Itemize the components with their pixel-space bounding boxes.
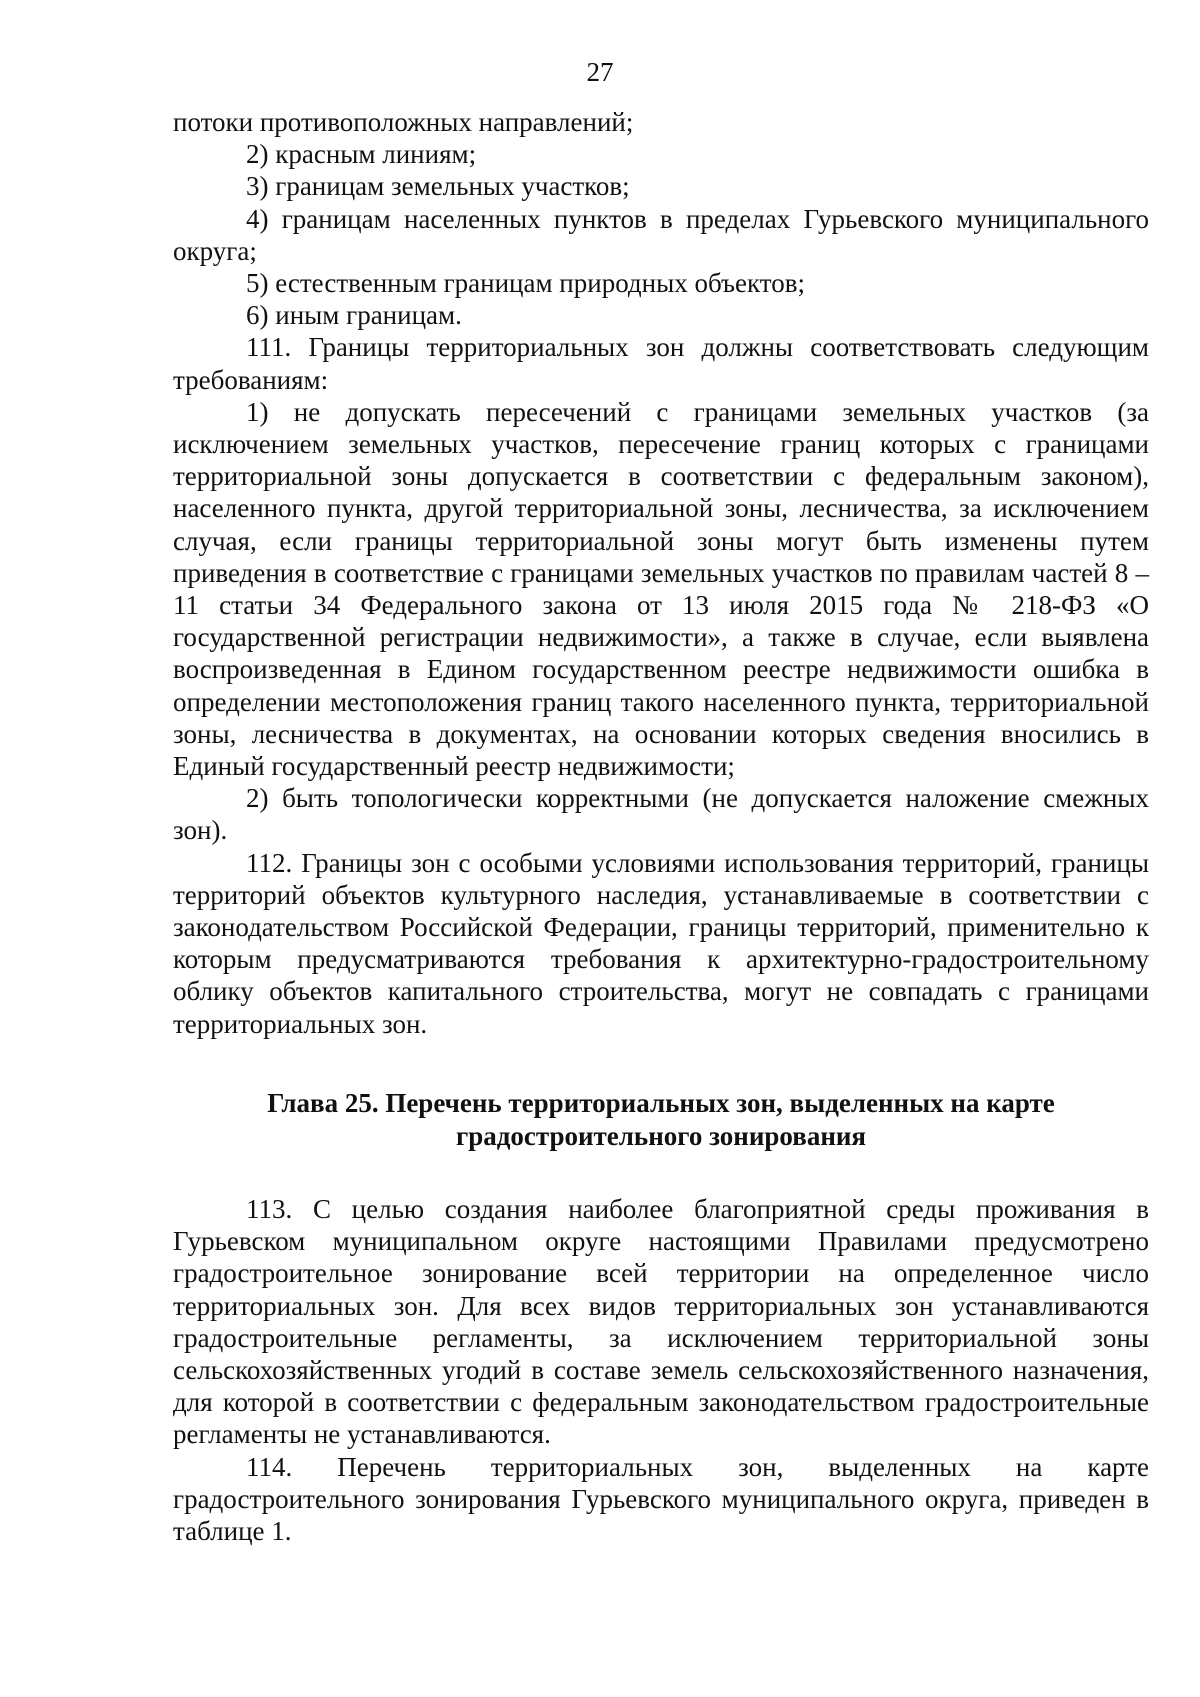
document-body xyxy=(173,106,1149,1547)
paragraph-continuation: потоки противоположных направлений; xyxy=(173,107,634,137)
paragraph-112: 112. Границы зон с особыми условиями использования территорий, границы территорий объектов культурного наследия, устанавливаемые в соответствии с законодательством Российской Федерации, границы территорий, применительно к которым предусматриваются требования к архитектурно-градостроительному облику объектов капитального строительства, могут не совпадать с границами территориальных зон. xyxy=(173,847,1149,1039)
paragraph-111: 111. Границы территориальных зон должны соответствовать следующим требованиям: xyxy=(173,332,1149,395)
list-item-settlements: 4) границам населенных пунктов в пределах Гурьевского муниципального округа; xyxy=(173,203,1149,266)
paragraph-114: 114. Перечень территориальных зон, выделенных на карте градостроительного зонирования Гурьевского муниципального округа, приведен в таблице 1. xyxy=(173,1451,1149,1546)
chapter-heading-line-2: градостроительного зонирования xyxy=(455,1120,867,1151)
paragraph-113: 113. С целью создания наиболее благоприятной среды проживания в Гурьевском муниципальном округе настоящими Правилами предусмотрено градостроительное зонирование всей территории на определенное число территориальных зон. Для всех видов территориальных зон устанавливаются градостроительные регламенты, за исключением территориальной зоны сельскохозяйственных угодий в составе земель сельскохозяйственного назначения, для которой в соответствии с федеральным законодательством градостроительные регламенты не устанавливаются. xyxy=(173,1193,1149,1450)
list-item-other-borders: 6) иным границам. xyxy=(246,300,462,331)
chapter-heading xyxy=(173,1087,1149,1153)
list-item-red-lines: 2) красным линиям; xyxy=(246,139,477,170)
requirement-item-2: 2) быть топологически корректными (не допускается наложение смежных зон). xyxy=(173,783,1149,846)
list-item-natural-borders: 5) естественным границам природных объектов; xyxy=(246,268,805,299)
list-item-land-plots: 3) границам земельных участков; xyxy=(246,171,630,202)
requirement-item-1: 1) не допускать пересечений с границами земельных участков (за исключением земельных участков, пересечение границ которых с границами территориальной зоны допускается в соответствии с федеральным законом), населенного пункта, другой территориальной зоны, лесничества, за исключением случая, если границы территориальной зоны могут быть изменены путем приведения в соответствие с границами земельных участков по правилам частей 8 – 11 статьи 34 Федерального закона от 13 июля 2015 года № 218-ФЗ «О государственной регистрации недвижимости», а также в случае, если выявлена воспроизведенная в Едином государственном реестре недвижимости ошибка в определении местоположения границ такого населенного пункта, территориальной зоны, лесничества в документах, на основании которых сведения вносились в Единый государственный реестр недвижимости; xyxy=(173,396,1149,782)
chapter-heading-line-1: Глава 25. Перечень территориальных зон, выделенных на карте xyxy=(267,1087,1055,1118)
page-number: 27 xyxy=(586,57,614,87)
